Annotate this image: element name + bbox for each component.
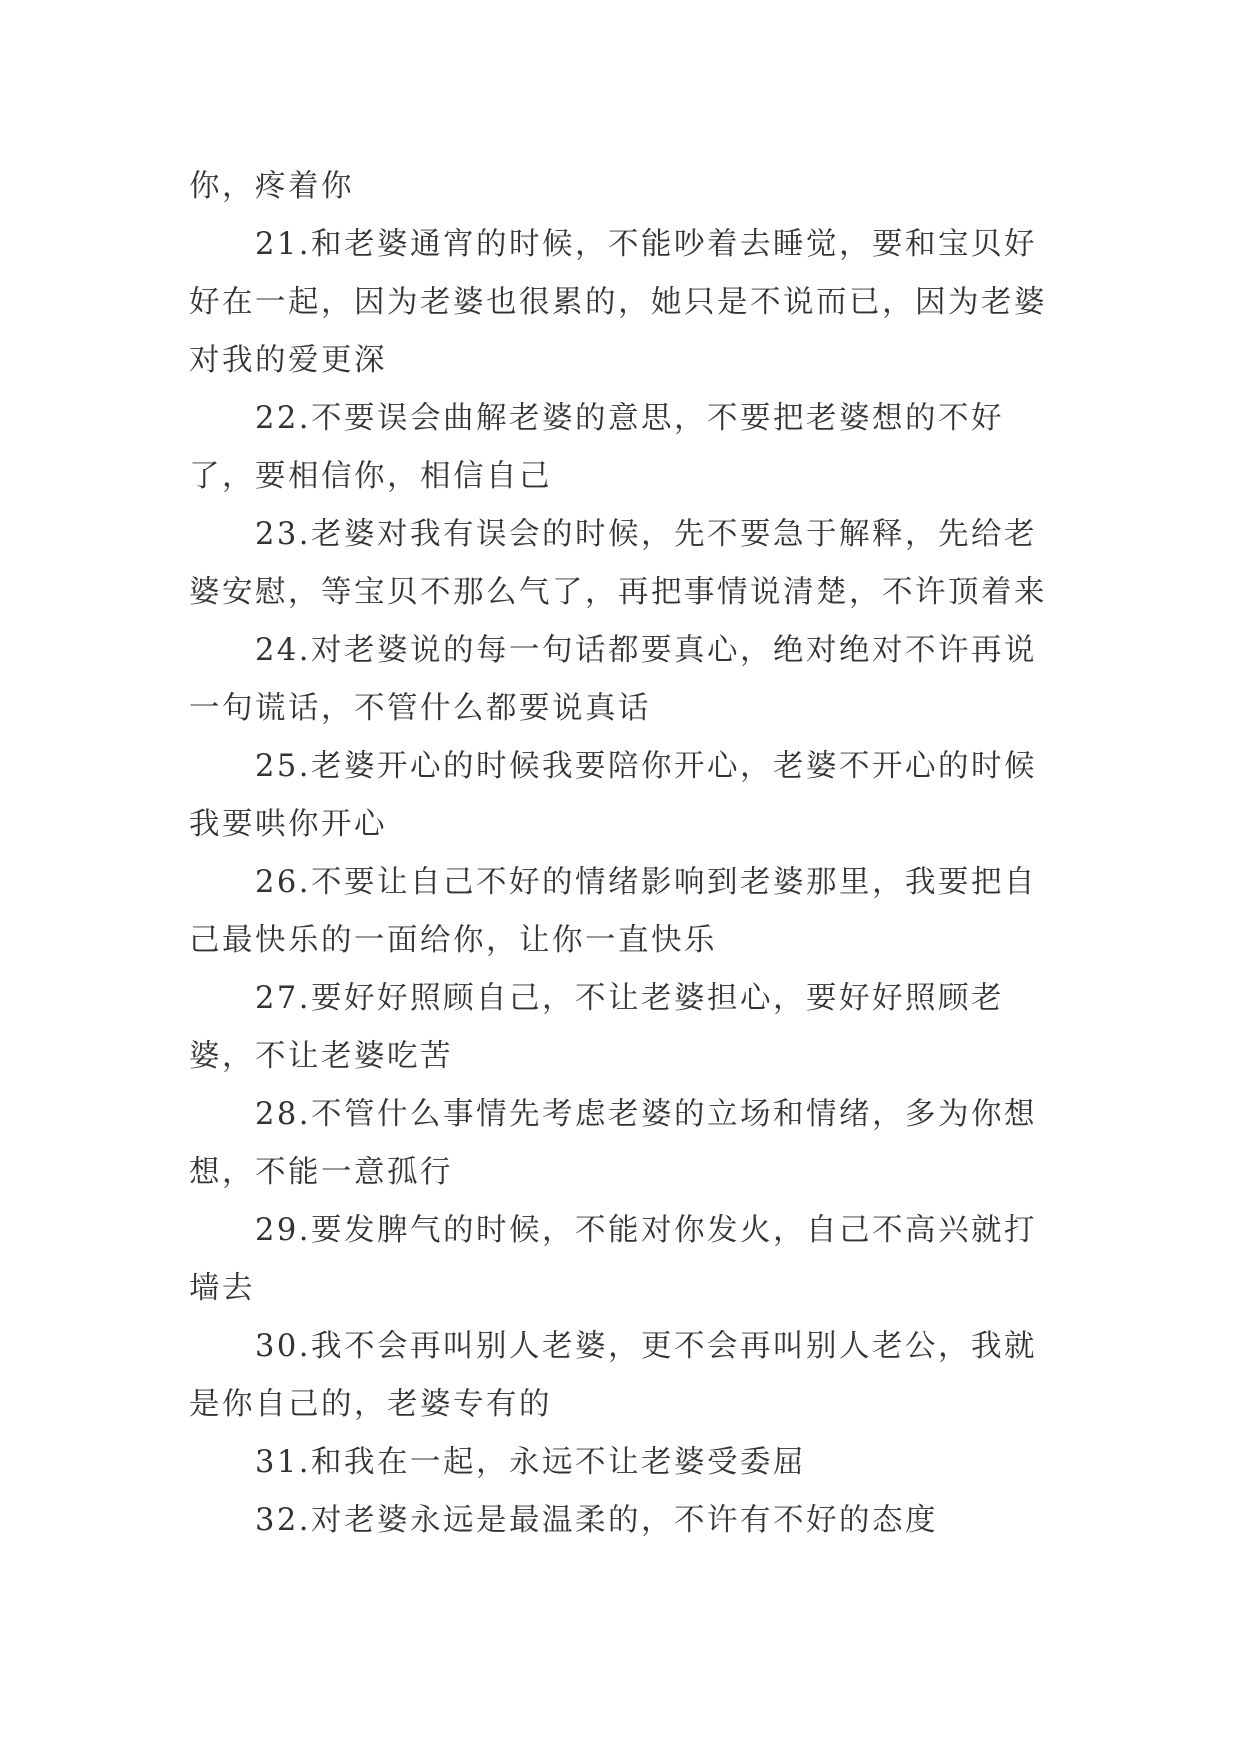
list-item-29: 29.要发脾气的时候，不能对你发火，自己不高兴就打墙去 — [189, 1213, 1038, 1306]
list-item-23: 23.老婆对我有误会的时候，先不要急于解释，先给老婆安慰，等宝贝不那么气了，再把事情说清楚，不许顶着来 — [189, 517, 1047, 610]
list-item-22: 22.不要误会曲解老婆的意思，不要把老婆想的不好了，要相信你，相信自己 — [189, 401, 1005, 494]
paragraph-continuation: 你，疼着你 — [189, 169, 354, 204]
list-item-31: 31.和我在一起，永远不让老婆受委屈 — [255, 1445, 807, 1480]
list-item-26: 26.不要让自己不好的情绪影响到老婆那里，我要把自己最快乐的一面给你，让你一直快乐 — [189, 865, 1038, 958]
list-item-28: 28.不管什么事情先考虑老婆的立场和情绪，多为你想想，不能一意孤行 — [189, 1097, 1038, 1190]
document-body — [189, 158, 1069, 1550]
list-item-30: 30.我不会再叫别人老婆，更不会再叫别人老公，我就是你自己的，老婆专有的 — [189, 1329, 1038, 1422]
list-item-32: 32.对老婆永远是最温柔的，不许有不好的态度 — [255, 1503, 939, 1538]
list-item-21: 21.和老婆通宵的时候，不能吵着去睡觉，要和宝贝好好在一起，因为老婆也很累的，她只是不说而已，因为老婆对我的爱更深 — [189, 227, 1047, 378]
list-item-24: 24.对老婆说的每一句话都要真心，绝对绝对不许再说一句谎话，不管什么都要说真话 — [189, 633, 1038, 726]
list-item-25: 25.老婆开心的时候我要陪你开心，老婆不开心的时候我要哄你开心 — [189, 749, 1038, 842]
list-item-27: 27.要好好照顾自己，不让老婆担心，要好好照顾老婆，不让老婆吃苦 — [189, 981, 1005, 1074]
